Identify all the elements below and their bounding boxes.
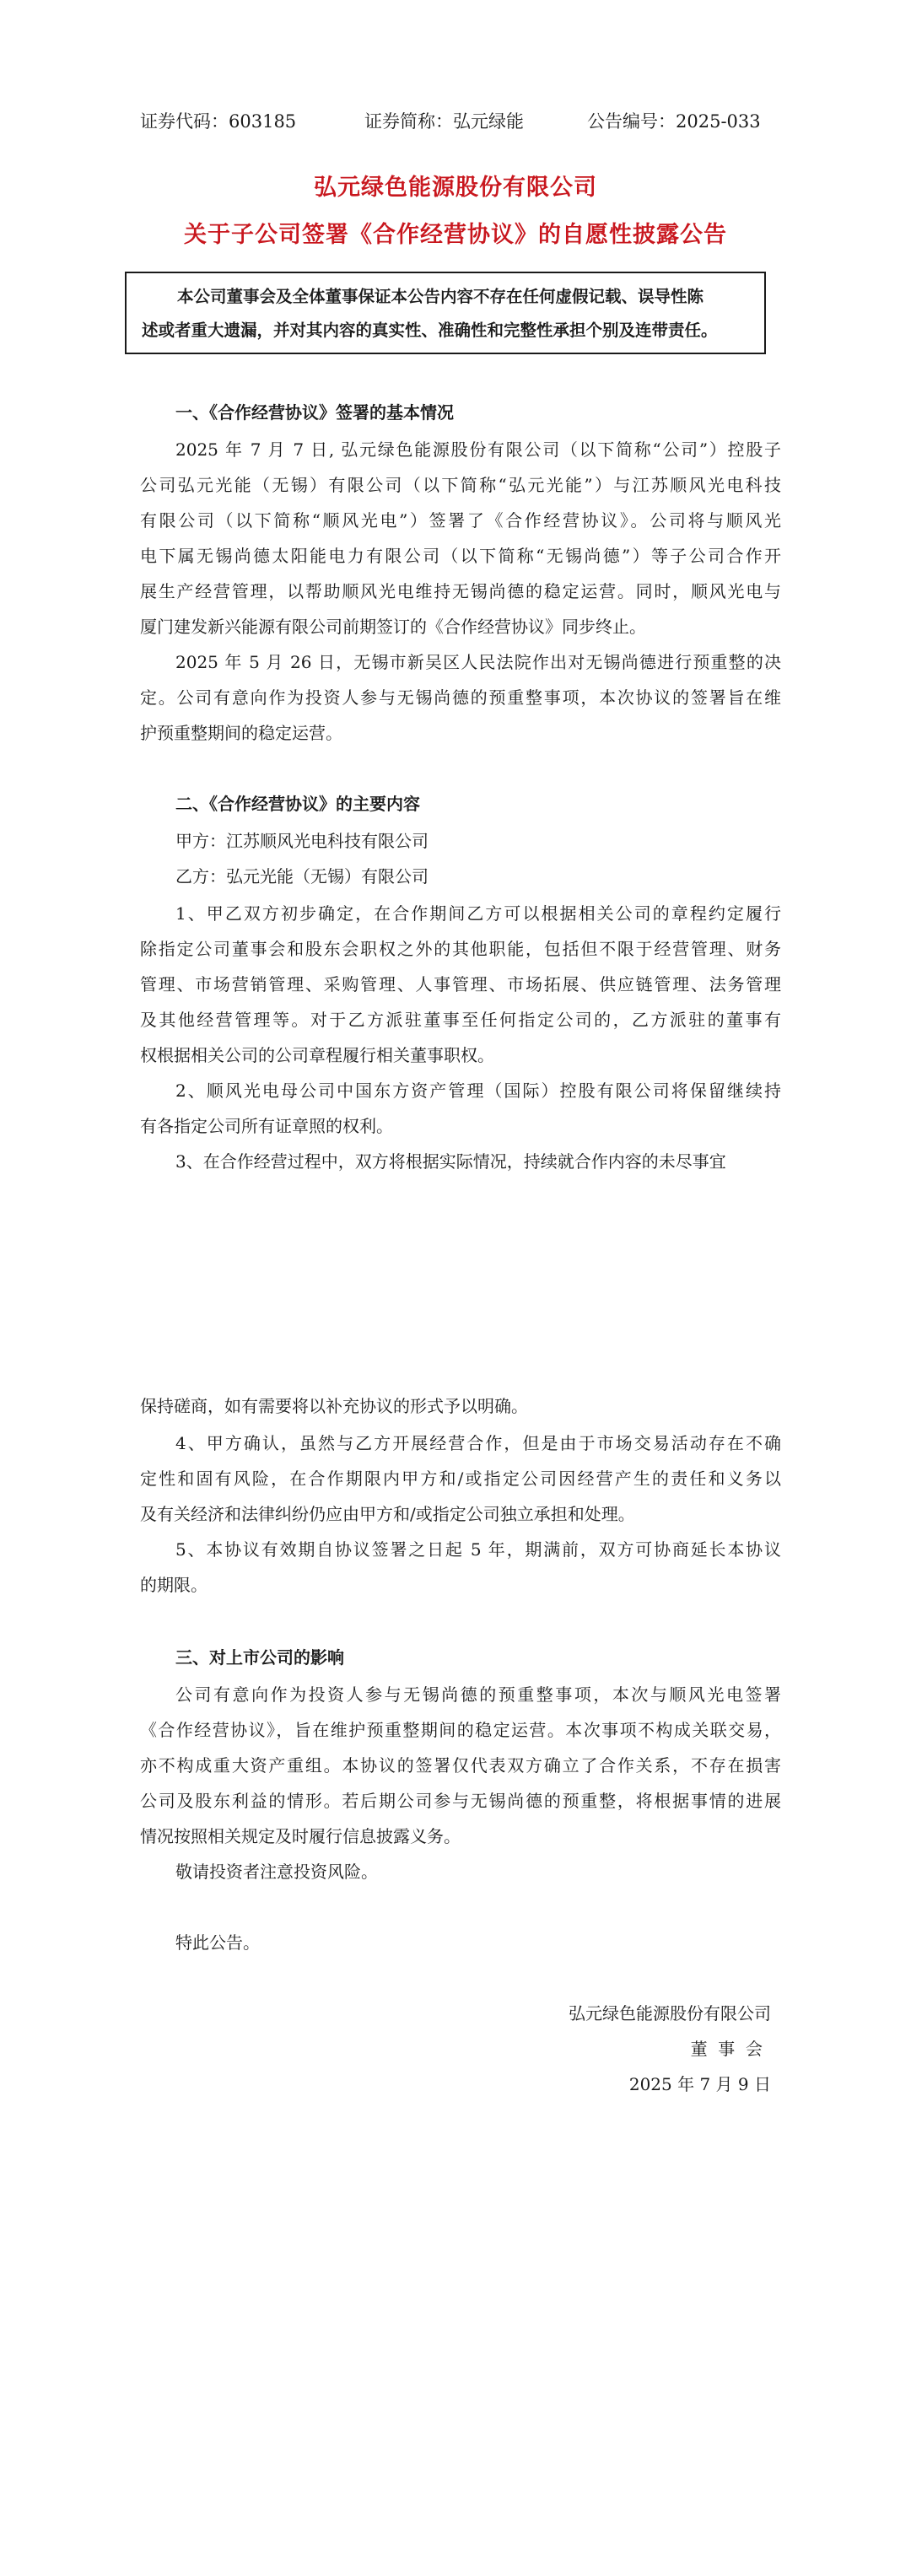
- party-b: 乙方：弘元光能（无锡）有限公司: [175, 866, 429, 887]
- section-1-heading: 一、《合作经营协议》签署的基本情况: [175, 402, 454, 423]
- text-line: 公司及股东利益的情形。若后期公司参与无锡尚德的预重整，将根据事情的进展: [140, 1791, 781, 1811]
- text-line: 厦门建发新兴能源有限公司前期签订的《合作经营协议》同步终止。: [140, 617, 646, 637]
- section-3-heading: 三、对上市公司的影响: [175, 1647, 344, 1668]
- statement-line: 述或者重大遗漏，并对其内容的真实性、准确性和完整性承担个别及连带责任。: [142, 321, 718, 340]
- notice-title: 关于子公司签署《合作经营协议》的自愿性披露公告: [184, 222, 727, 248]
- text-line: 定。公司有意向作为投资人参与无锡尚德的预重整事项，本次协议的签署旨在维: [140, 687, 781, 708]
- clause-2: [140, 1073, 781, 1144]
- section-1-paragraph-2: [140, 644, 781, 751]
- text-line: 护预重整期间的稳定运营。: [140, 723, 342, 743]
- section-1-paragraph-1: [140, 432, 781, 644]
- text-line: 1、甲乙双方初步确定，在合作期间乙方可以根据相关公司的章程约定履行: [175, 903, 781, 924]
- clause-3-start: [140, 1144, 781, 1179]
- text-line: 4、甲方确认，虽然与乙方开展经营合作，但是由于市场交易活动存在不确: [175, 1433, 781, 1453]
- stock-short-name: 证券简称：弘元绿能: [364, 111, 524, 132]
- notice-number: 公告编号：2025-033: [587, 111, 761, 132]
- text-line: 及其他经营管理等。对于乙方派驻董事至任何指定公司的，乙方派驻的董事有: [140, 1010, 781, 1030]
- text-line: 权根据相关公司的公司章程履行相关董事职权。: [140, 1045, 494, 1065]
- closing-statement: 特此公告。: [175, 1932, 260, 1953]
- text-line: 展生产经营管理，以帮助顺风光电维持无锡尚德的稳定运营。同时，顺风光电与: [140, 581, 781, 601]
- clause-1: [140, 896, 781, 1073]
- text-line: 除指定公司董事会和股东会职权之外的其他职能，包括但不限于经营管理、财务: [140, 939, 781, 959]
- company-title: 弘元绿色能源股份有限公司: [314, 175, 597, 201]
- text-line: 有各指定公司所有证章照的权利。: [140, 1116, 393, 1136]
- text-line: 2、顺风光电母公司中国东方资产管理（国际）控股有限公司将保留继续持: [175, 1081, 781, 1101]
- signature-date: 2025 年 7 月 9 日: [628, 2074, 771, 2094]
- text-line: 保持磋商，如有需要将以补充协议的形式予以明确。: [140, 1396, 528, 1416]
- text-line: 亦不构成重大资产重组。本协议的签署仅代表双方确立了合作关系，不存在损害: [140, 1755, 781, 1776]
- section-3-paragraph: [140, 1677, 781, 1854]
- text-line: 3、在合作经营过程中，双方将根据实际情况，持续就合作内容的未尽事宜: [175, 1151, 726, 1172]
- text-line: 2025 年 5 月 26 日，无锡市新吴区人民法院作出对无锡尚德进行预重整的决: [175, 652, 781, 672]
- text-line: 公司弘元光能（无锡）有限公司（以下简称“弘元光能”）与江苏顺风光电科技: [140, 475, 781, 495]
- text-line: 情况按照相关规定及时履行信息披露义务。: [140, 1826, 461, 1846]
- text-line: 2025 年 7 月 7 日, 弘元绿色能源股份有限公司（以下简称“公司”）控股子: [175, 439, 781, 460]
- signature-company: 弘元绿色能源股份有限公司: [569, 2003, 771, 2024]
- text-line: 及有关经济和法律纠纷仍应由甲方和/或指定公司独立承担和处理。: [140, 1504, 635, 1524]
- text-line: 《合作经营协议》，旨在维护预重整期间的稳定运营。本次事项不构成关联交易，: [140, 1720, 781, 1740]
- party-a: 甲方：江苏顺风光电科技有限公司: [175, 831, 429, 851]
- text-line: 5、本协议有效期自协议签署之日起 5 年，期满前，双方可协商延长本协议: [175, 1539, 781, 1560]
- section-2-heading: 二、《合作经营协议》的主要内容: [175, 794, 420, 814]
- clause-4: [140, 1425, 781, 1532]
- board-statement-box: [125, 272, 766, 354]
- signature-board: 董 事 会: [690, 2039, 763, 2059]
- header-line: [140, 105, 781, 138]
- text-line: 有限公司（以下简称“顺风光电”）签署了《合作经营协议》。公司将与顺风光: [140, 510, 781, 531]
- statement-line: 本公司董事会及全体董事保证本公告内容不存在任何虚假记载、误导性陈: [177, 287, 704, 306]
- text-line: 的期限。: [140, 1575, 208, 1595]
- text-line: 公司有意向作为投资人参与无锡尚德的预重整事项，本次与顺风光电签署: [175, 1684, 781, 1705]
- text-line: 管理、市场营销管理、采购管理、人事管理、市场拓展、供应链管理、法务管理: [140, 974, 781, 994]
- clause-3-continued: [140, 1388, 781, 1424]
- text-line: 电下属无锡尚德太阳能电力有限公司（以下简称“无锡尚德”）等子公司合作开: [140, 546, 781, 566]
- risk-warning: 敬请投资者注意投资风险。: [175, 1862, 378, 1882]
- text-line: 定性和固有风险，在合作期限内甲方和/或指定公司因经营产生的责任和义务以: [140, 1469, 781, 1489]
- clause-5: [140, 1532, 781, 1603]
- stock-code: 证券代码：603185: [140, 111, 297, 132]
